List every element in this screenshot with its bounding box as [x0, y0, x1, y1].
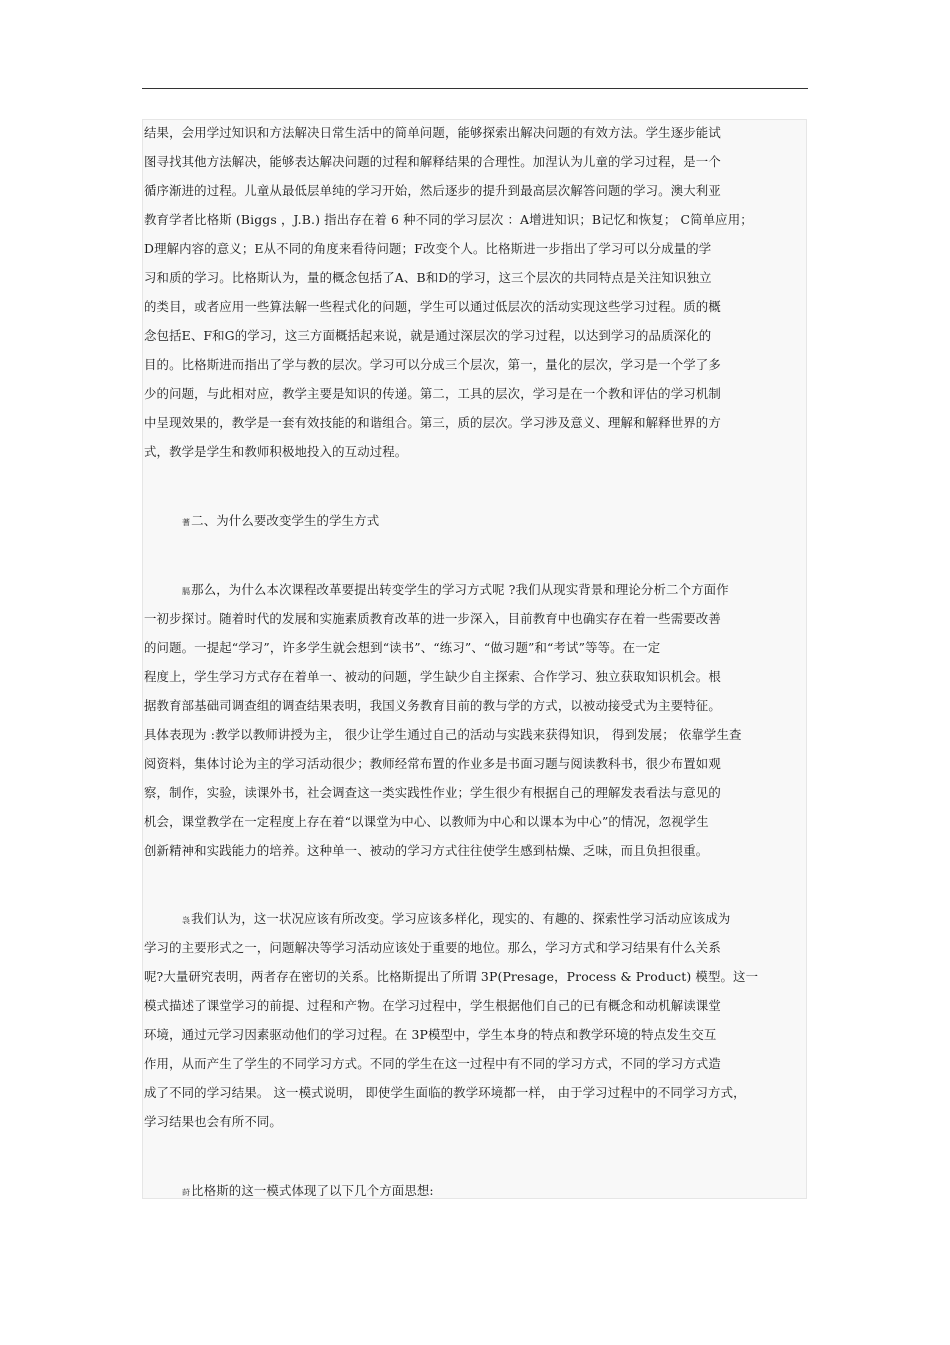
text-line: 的类目，或者应用一些算法解一些程式化的问题，学生可以通过低层次的活动实现这些学习过程。质的概 — [144, 299, 721, 314]
text-line: D理解内容的意义；E从不同的角度来看待问题；F改变个人。比格斯进一步指出了学习可以分成量的学 — [144, 241, 712, 256]
text-line: 循序渐进的过程。儿童从最低层单纯的学习开始，然后逐步的提升到最高层次解答问题的学习。澳大利亚 — [144, 183, 721, 198]
text-line: 图寻找其他方法解决，能够表达解决问题的过程和解释结果的合理性。加涅认为儿童的学习过程，是一个 — [144, 154, 721, 169]
text-line: 教育学者比格斯 (Biggs ，J.B.) 指出存在着 6 种不同的学习层次 ：A增进知识；B记忆和恢复； C简单应用； — [144, 212, 753, 227]
text-line: 阅资料，集体讨论为主的学习活动很少；教师经常布置的作业多是书面习题与阅读教科书，很少布置如观 — [144, 756, 721, 771]
text-line: 创新精神和实践能力的培养。这种单一、被动的学习方式往往使学生感到枯燥、乏味，而且负担很重。 — [144, 843, 709, 858]
text-line: 少的问题，与此相对应，教学主要是知识的传递。第二，工具的层次，学习是在一个教和评估的学习机制 — [144, 386, 721, 401]
text-line: 程度上，学生学习方式存在着单一、被动的问题，学生缺少自主探索、合作学习、独立获取知识机会。根 — [144, 669, 721, 684]
text-line — [182, 1183, 434, 1201]
header-rule — [142, 88, 808, 89]
text-line: 作用，从而产生了学生的不同学习方式。不同的学生在这一过程中有不同的学习方式，不同的学习方式造 — [144, 1056, 721, 1071]
text-line: 察，制作，实验，读课外书，社会调查这一类实践性作业；学生很少有根据自己的理解发表看法与意见的 — [144, 785, 721, 800]
text-span: 我们认为，这一状况应该有所改变。学习应该多样化，现实的、有趣的、探索性学习活动应该成为 — [191, 911, 731, 926]
text-line: 学习结果也会有所不同。 — [144, 1114, 282, 1129]
section-heading — [182, 513, 379, 531]
text-span: 那么，为什么本次课程改革要提出转变学生的学习方式呢 ?我们从现实背景和理论分析二个方面作 — [191, 582, 729, 597]
text-line: 据教育部基础司调查组的调查结果表明，我国义务教育目前的教与学的方式，以被动接受式为主要特征。 — [144, 698, 721, 713]
heading-text: 二、为什么要改变学生的学生方式 — [191, 513, 380, 528]
text-line: 式，教学是学生和教师积极地投入的互动过程。 — [144, 444, 408, 459]
text-line: 念包括E、F和G的学习，这三方面概括起来说，就是通过深层次的学习过程，以达到学习的品质深化的 — [144, 328, 712, 343]
text-line — [182, 911, 730, 929]
text-line: 环境，通过元学习因素驱动他们的学习过程。在 3P模型中，学生本身的特点和教学环境的特点发生交互 — [144, 1027, 717, 1042]
text-span: 比格斯的这一模式体现了以下几个方面思想: — [191, 1183, 434, 1198]
text-line: 学习的主要形式之一，问题解决等学习活动应该处于重要的地位。那么，学习方式和学习结果有什么关系 — [144, 940, 721, 955]
text-line: 习和质的学习。比格斯认为，量的概念包括了A、B和D的学习，这三个层次的共同特点是关注知识独立 — [144, 270, 712, 285]
text-line: 的问题。一提起“学习”，许多学生就会想到“读书”、“练习”、“做习题”和“考试”等等。在一定 — [144, 640, 661, 655]
para-mark: 莳 — [182, 1188, 191, 1197]
text-line: 中呈现效果的，教学是一套有效技能的和谐组合。第三，质的层次。学习涉及意义、理解和解释世界的方 — [144, 415, 721, 430]
text-line: 具体表现为 :教学以教师讲授为主， 很少让学生通过自己的活动与实践来获得知识， 得到发展； 依靠学生查 — [144, 727, 742, 742]
text-line: 目的。比格斯进而指出了学与教的层次。学习可以分成三个层次，第一，量化的层次，学习是一个学了多 — [144, 357, 721, 372]
para-mark: 蓍 — [182, 518, 191, 527]
para-mark: 膈 — [182, 587, 191, 596]
text-line: 一初步探讨。随着时代的发展和实施素质教育改革的进一步深入，目前教育中也确实存在着一些需要改善 — [144, 611, 721, 626]
text-line: 呢?大量研究表明，两者存在密切的关系。比格斯提出了所谓 3P(Presage，Process & Product) 模型。这一 — [144, 969, 759, 984]
text-line: 机会，课堂教学在一定程度上存在着“以课堂为中心、以教师为中心和以课本为中心”的情况，忽视学生 — [144, 814, 709, 829]
text-line — [182, 582, 729, 600]
text-line: 结果，会用学过知识和方法解决日常生活中的简单问题，能够探索出解决问题的有效方法。学生逐步能试 — [144, 125, 721, 140]
para-mark: 袅 — [182, 916, 191, 925]
text-line: 成了不同的学习结果。 这一模式说明， 即使学生面临的教学环境都一样， 由于学习过程中的不同学习方式， — [144, 1085, 746, 1100]
text-line: 模式描述了课堂学习的前提、过程和产物。在学习过程中，学生根据他们自己的已有概念和动机解读课堂 — [144, 998, 721, 1013]
